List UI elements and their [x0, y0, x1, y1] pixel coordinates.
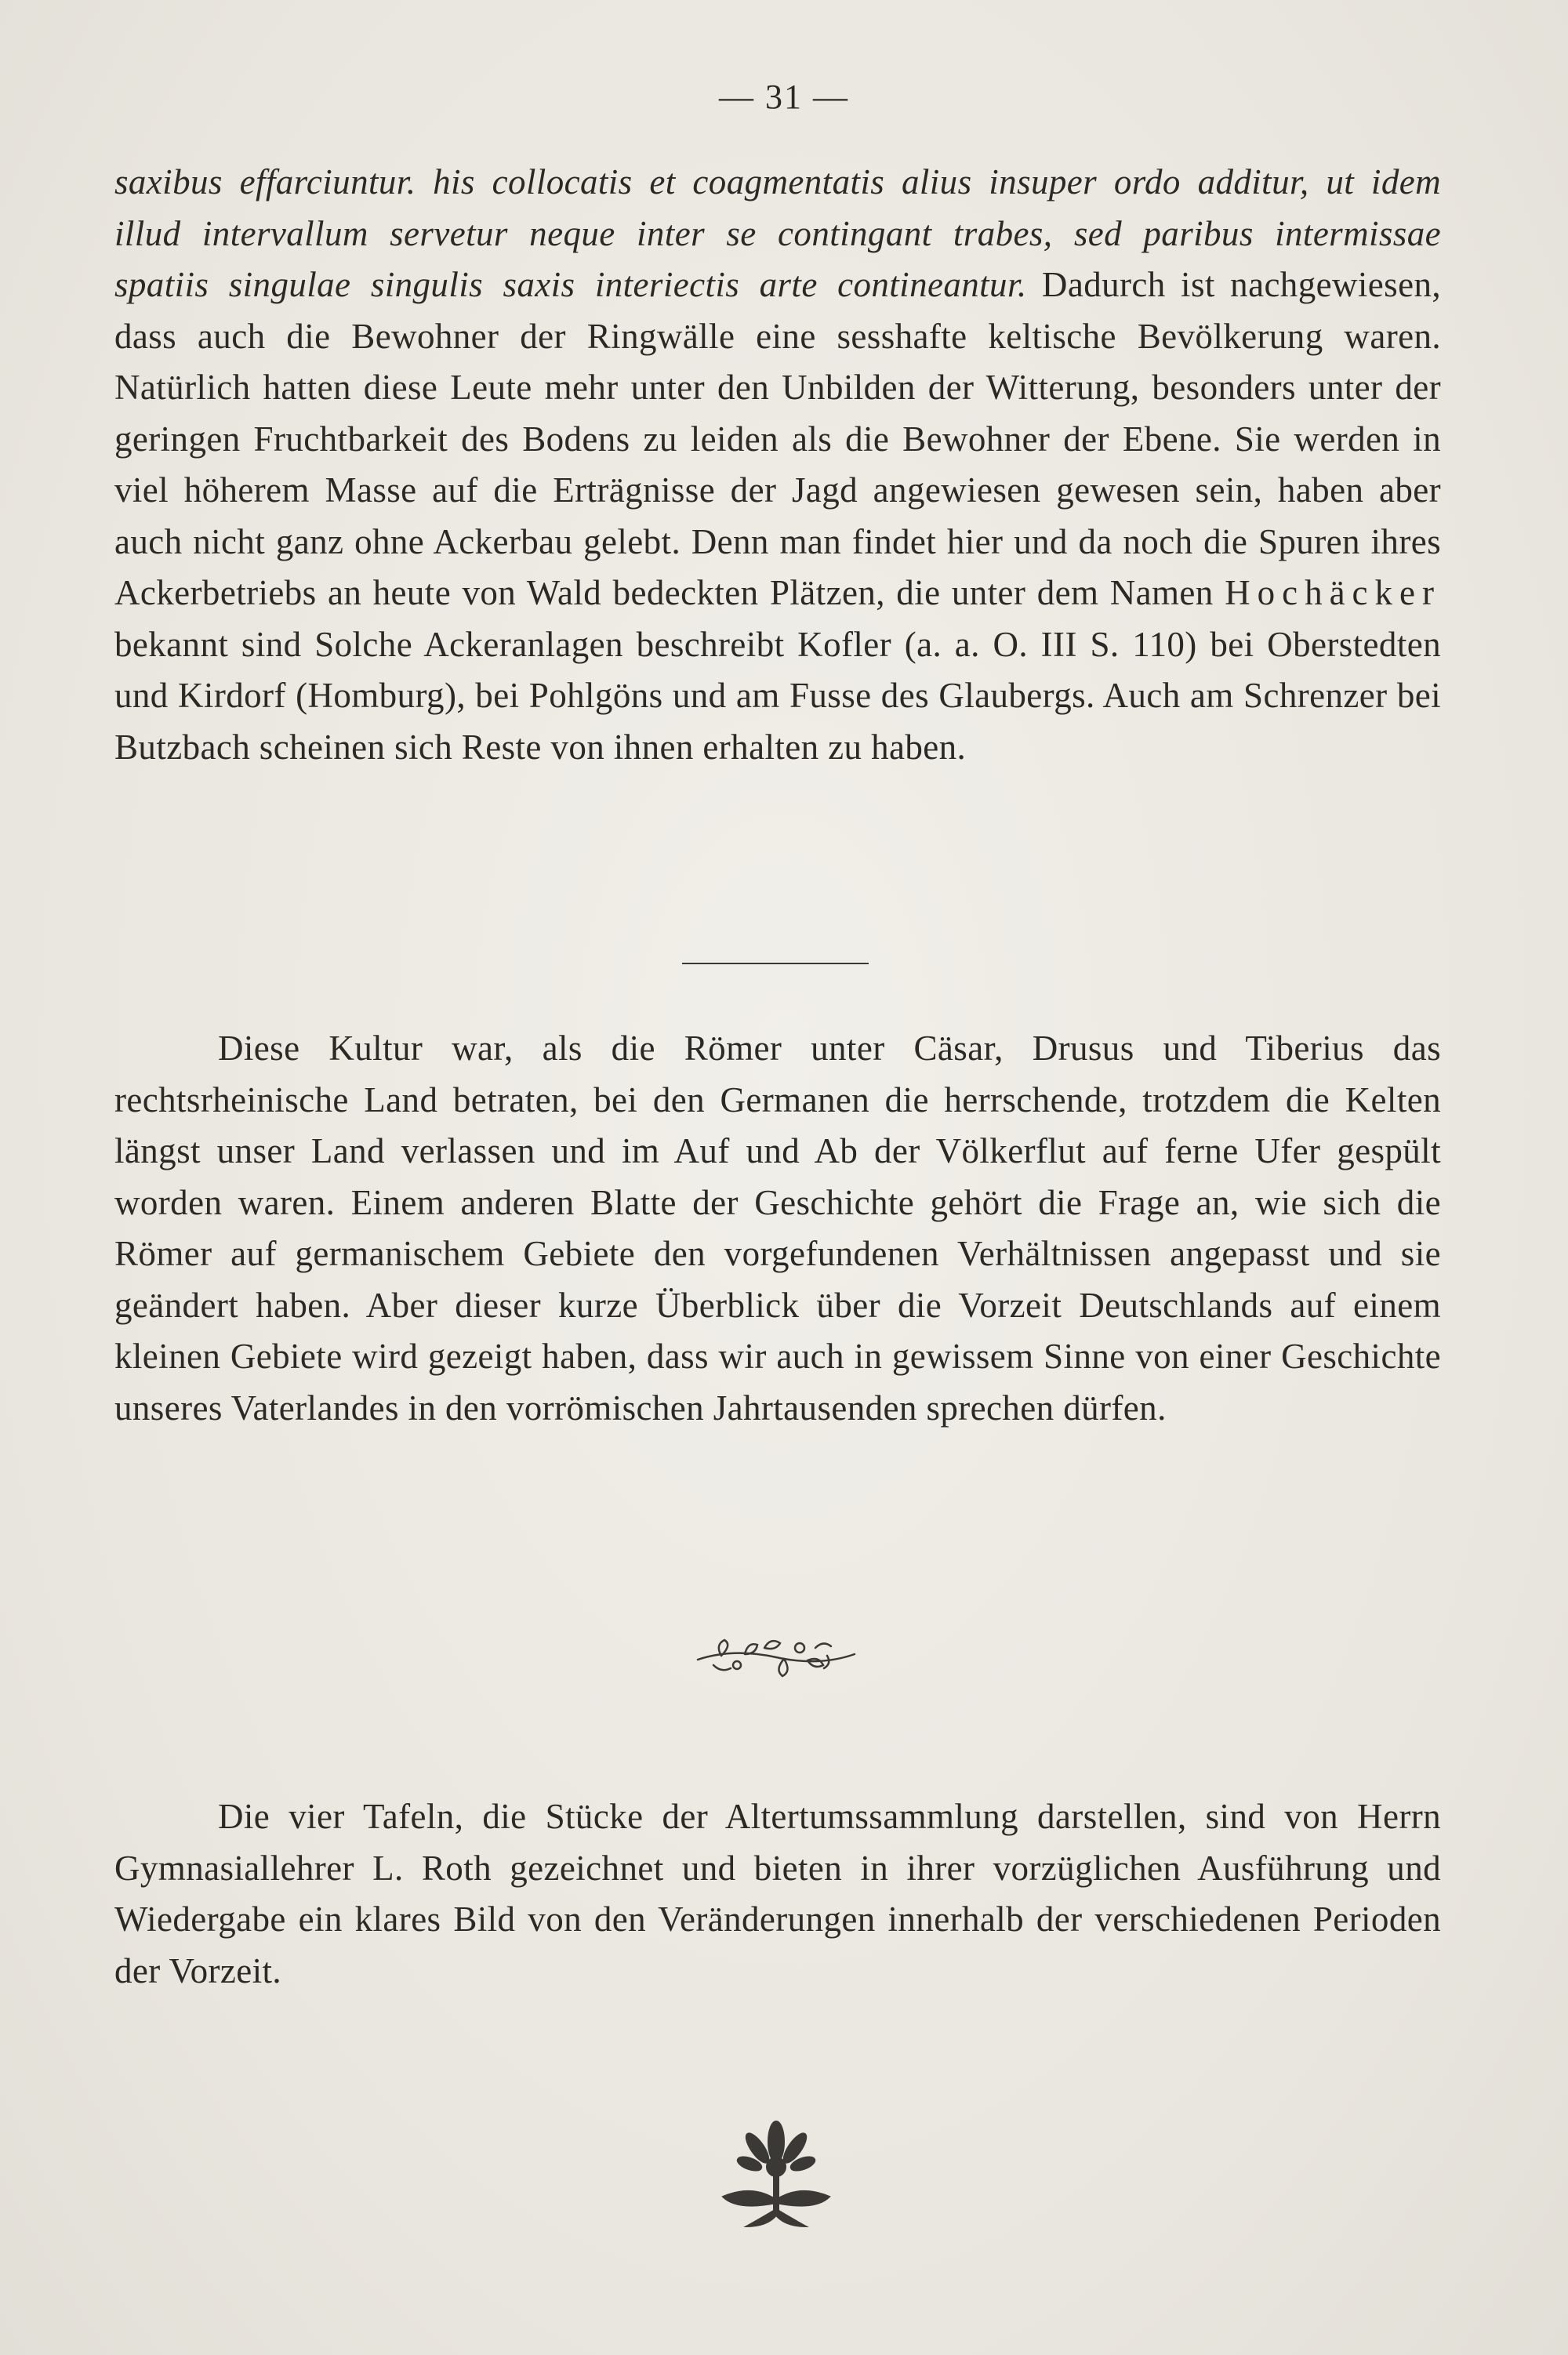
paragraph-ringwall [114, 157, 1441, 773]
paragraph-kultur [114, 1023, 1441, 1434]
paragraph-text: Die vier Tafeln, die Stücke der Altertumssammlung darstellen, sind von Herrn Gymnasiallehrer L. Roth gezeichnet und bieten in ihrer vorzüglichen Ausführung und Wiedergabe ein klares Bild von den Veränderungen innerhalb der verschiedenen Perioden der Vorzeit. [114, 1797, 1441, 1990]
section-divider [682, 963, 869, 964]
paragraph-text: Diese Kultur war, als die Römer unter Cäsar, Drusus und Tiberius das rechtsrheinische Land betraten, bei den Germanen die herrschende, trotzdem die Kelten längst unser Land verlassen und im Auf und Ab der Völkerflut auf ferne Ufer gespült worden waren. Einem anderen Blatte der Geschichte gehört die Frage an, wie sich die Römer auf germanischem Gebiete den vorgefundenen Verhältnissen angepasst und sie geändert haben. Aber dieser kurze Überblick über die Vorzeit Deutschlands auf einem kleinen Gebiete wird gezeigt haben, dass wir auch in gewissem Sinne von einer Geschichte unseres Vaterlandes in den vorrömischen Jahrtausenden sprechen dürfen. [114, 1029, 1441, 1428]
page-number: — 31 — [719, 78, 849, 116]
flower-tailpiece-icon [706, 2109, 847, 2234]
paragraph-text: Dadurch ist nachgewiesen, dass auch die Bewohner der Ringwälle eine sesshafte keltische Bevölkerung waren. Natürlich hatten diese Leute mehr unter den Unbilden der Witterung, besonders unter der geringen Fruchtbarkeit des Bodens zu leiden als die Bewohner der Ebene. Sie werden in viel höherem Masse auf die Erträgnisse der Jagd angewiesen gewesen sein, haben aber auch nicht ganz ohne Ackerbau gelebt. Denn man findet hier und da noch die Spuren ihres Ackerbetriebs an heute von Wald bedeckten Plätzen, die unter dem Namen [114, 265, 1441, 612]
floral-vignette-icon [690, 1624, 862, 1687]
paragraph-text-continued: bekannt sind Solche Ackeranlagen beschreibt Kofler (a. a. O. III S. 110) bei Oberstedten und Kirdorf (Homburg), bei Pohlgöns und am Fusse des Glaubergs. Auch am Schrenzer bei Butzbach scheinen sich Reste von ihnen erhalten zu haben. [114, 624, 1441, 767]
spaced-term: Hochäcker [1225, 573, 1441, 612]
latin-quotation: saxibus effarciuntur. his collocatis et coagmentatis alius insuper ordo additur, ut idem illud intervallum servetur neque inter se contingant trabes, sed paribus intermissae spatiis singulae singulis saxis interiectis arte contineantur. [114, 162, 1441, 304]
paragraph-tafeln [114, 1791, 1441, 1997]
